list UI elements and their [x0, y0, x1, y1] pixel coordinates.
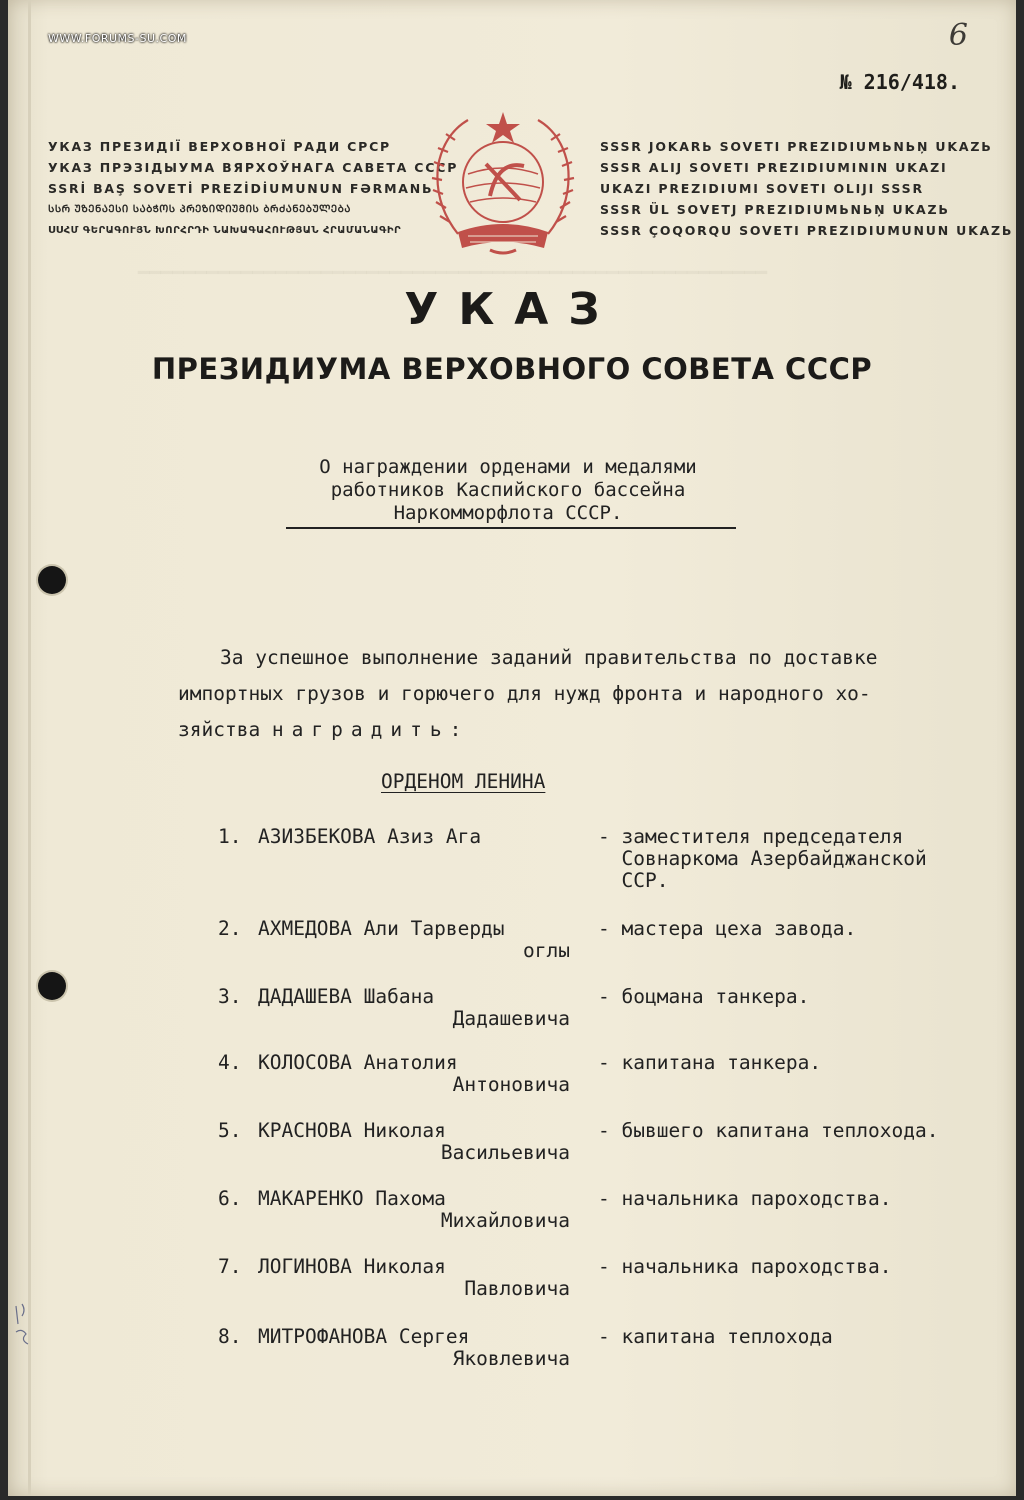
header-right-languages	[600, 136, 1013, 241]
header-left-languages	[48, 136, 458, 241]
recipient-patronymic: Яковлевича	[452, 1347, 570, 1370]
recipient-position-line: Совнаркома Азербайджанской	[598, 847, 927, 870]
page-number: 6	[948, 18, 968, 53]
subject-line: О награждении орденами и медалями	[319, 456, 697, 478]
page-fold	[28, 0, 31, 1496]
recipient-entry	[218, 825, 927, 892]
recipient-name-line	[218, 826, 481, 848]
header-line: SSRİ BAŞ SOVETİ PREZİDİUMUNUN FƏRMANЬ	[48, 181, 434, 196]
recipient-name: МИТРОФАНОВА Сергея	[258, 1325, 470, 1348]
recipient-number: 5.	[218, 1119, 242, 1142]
recipient-position	[598, 1188, 892, 1210]
recipient-number: 3.	[218, 985, 242, 1008]
preamble-line: импортных грузов и горючего для нужд фронта и народного хо-	[178, 682, 871, 705]
header-line: SSSR JOKARЬ SOVETI PREZIDIUMЬNЬŅ UKAZЬ	[600, 139, 993, 154]
recipient-name-line	[218, 986, 570, 1008]
recipient-entry	[218, 1325, 833, 1370]
recipient-entry	[218, 1119, 939, 1164]
recipient-position-line: - начальника пароходства.	[598, 1187, 892, 1210]
recipient-patronymic: Павловича	[464, 1277, 570, 1300]
subject-line: работников Каспийского бассейна	[330, 479, 686, 501]
recipient-name: ЛОГИНОВА Николая	[258, 1255, 446, 1278]
recipient-entry	[218, 917, 857, 962]
recipient-name-line	[218, 1120, 570, 1142]
header-line: ՍՍՀՄ ԳԵՐԱԳՈՒՅՆ ԽՈՐՀՐԴԻ ՆԱԽԱԳԱՀՈՒԹՅԱՆ ՀՐԱՄԱՆԱԳԻՐ	[48, 225, 402, 236]
recipient-name-line	[218, 1188, 570, 1210]
header-line: SSSR ALIJ SOVETI PREZIDIUMININ UKAZI	[600, 160, 948, 175]
recipient-entry	[218, 1255, 892, 1300]
subject-underline	[286, 527, 736, 529]
watermark: WWW.FORUMS-SU.COM	[48, 32, 187, 45]
preamble-text: зяйства	[178, 718, 272, 741]
recipient-position-line: - капитана теплохода	[598, 1325, 833, 1348]
recipient-position-line: - боцмана танкера.	[598, 985, 810, 1008]
recipient-name-line	[218, 918, 570, 940]
recipient-entry	[218, 1051, 822, 1096]
recipient-name: ДАДАШЕВА Шабана	[258, 985, 435, 1008]
binder-hole	[38, 972, 66, 1000]
header-line: UKAZI PREZIDIUMI SOVETI OLIJI SSSR	[600, 181, 924, 196]
recipient-position	[598, 1120, 938, 1142]
ussr-emblem	[428, 104, 578, 260]
recipient-patronymic: Антоновича	[452, 1073, 570, 1096]
recipient-patronymic: Васильевича	[440, 1141, 570, 1164]
recipient-position-line: - мастера цеха завода.	[598, 917, 857, 940]
header-line: SSSR ÇOQORQU SOVETI PREZIDIUMUNUN UKAZЬ	[600, 223, 1014, 238]
binder-hole	[38, 566, 66, 594]
recipient-patronymic: Михайловича	[440, 1209, 570, 1232]
document-number: № 216/418.	[839, 70, 960, 94]
recipient-position-line: - капитана танкера.	[598, 1051, 822, 1074]
recipient-position-line: - начальника пароходства.	[598, 1255, 892, 1278]
recipient-name: АХМЕДОВА Али Тарверды	[258, 917, 505, 940]
recipient-position	[598, 1256, 892, 1278]
recipient-entry	[218, 985, 810, 1030]
header-line: SSSR ÜL SOVETJ PREZIDIUMЬNЬŅ UKAZЬ	[600, 202, 950, 217]
document-title: УКАЗ	[404, 284, 620, 335]
document-page	[8, 0, 1016, 1496]
subject-line: Наркомморфлота СССР.	[393, 502, 623, 524]
recipient-position	[598, 918, 856, 940]
recipient-position-line: - заместителя председателя	[598, 825, 904, 848]
header-line: УКАЗ ПРЭЗІДЫУМА ВЯРХОЎНАГА САВЕТА СССР	[48, 160, 459, 175]
bleed-through: ━━━━━━━━━━━━━━━━━━━━━━━━━━━━━━━━━━━━━━━━━━━━━━━━━━━━━━━	[138, 262, 768, 284]
recipient-name-line	[218, 1256, 570, 1278]
recipient-number: 6.	[218, 1187, 242, 1210]
recipient-number: 1.	[218, 825, 242, 848]
header-line: ᲡᲡᲠ ᲣᲖᲔᲜᲐᲔᲡᲘ ᲡᲐᲑᲭᲝᲡ ᲞᲠᲔᲖᲘᲓᲘᲣᲛᲘᲡ ᲑᲠᲫᲐᲜᲔᲑᲣᲚᲔᲑᲐ	[48, 204, 351, 215]
recipient-position	[598, 1052, 821, 1074]
preamble-line: За успешное выполнение заданий правительства по доставке	[220, 646, 878, 669]
recipient-number: 8.	[218, 1325, 242, 1348]
order-heading: ОРДЕНОМ ЛЕНИНА	[381, 770, 546, 793]
preamble-line	[178, 712, 988, 748]
decree-subject	[278, 456, 738, 525]
recipient-position-line: - бывшего капитана теплохода.	[598, 1119, 939, 1142]
margin-scribble	[12, 1300, 34, 1350]
recipient-name: МАКАРЕНКО Пахома	[258, 1187, 446, 1210]
recipient-position	[598, 826, 927, 892]
preamble-text: :	[449, 718, 462, 741]
recipient-patronymic: оглы	[523, 939, 570, 962]
preamble-spaced-word: наградить	[271, 718, 450, 741]
recipient-patronymic: Дадашевича	[452, 1007, 570, 1030]
recipient-name: АЗИЗБЕКОВА Азиз Ага	[258, 825, 482, 848]
preamble	[178, 640, 988, 748]
recipient-position	[598, 986, 809, 1008]
recipient-number: 2.	[218, 917, 242, 940]
recipient-name-line	[218, 1326, 570, 1348]
recipient-name: КОЛОСОВА Анатолия	[258, 1051, 458, 1074]
document-subtitle: ПРЕЗИДИУМА ВЕРХОВНОГО СОВЕТА СССР	[151, 352, 873, 386]
recipient-name-line	[218, 1052, 570, 1074]
recipient-position-line: ССР.	[598, 869, 669, 892]
recipient-position	[598, 1326, 833, 1348]
recipient-number: 4.	[218, 1051, 242, 1074]
recipient-number: 7.	[218, 1255, 242, 1278]
recipient-name: КРАСНОВА Николая	[258, 1119, 446, 1142]
recipient-entry	[218, 1187, 892, 1232]
header-line: УКАЗ ПРЕЗИДІЇ ВЕРХОВНОЇ РАДИ СРСР	[48, 139, 392, 154]
